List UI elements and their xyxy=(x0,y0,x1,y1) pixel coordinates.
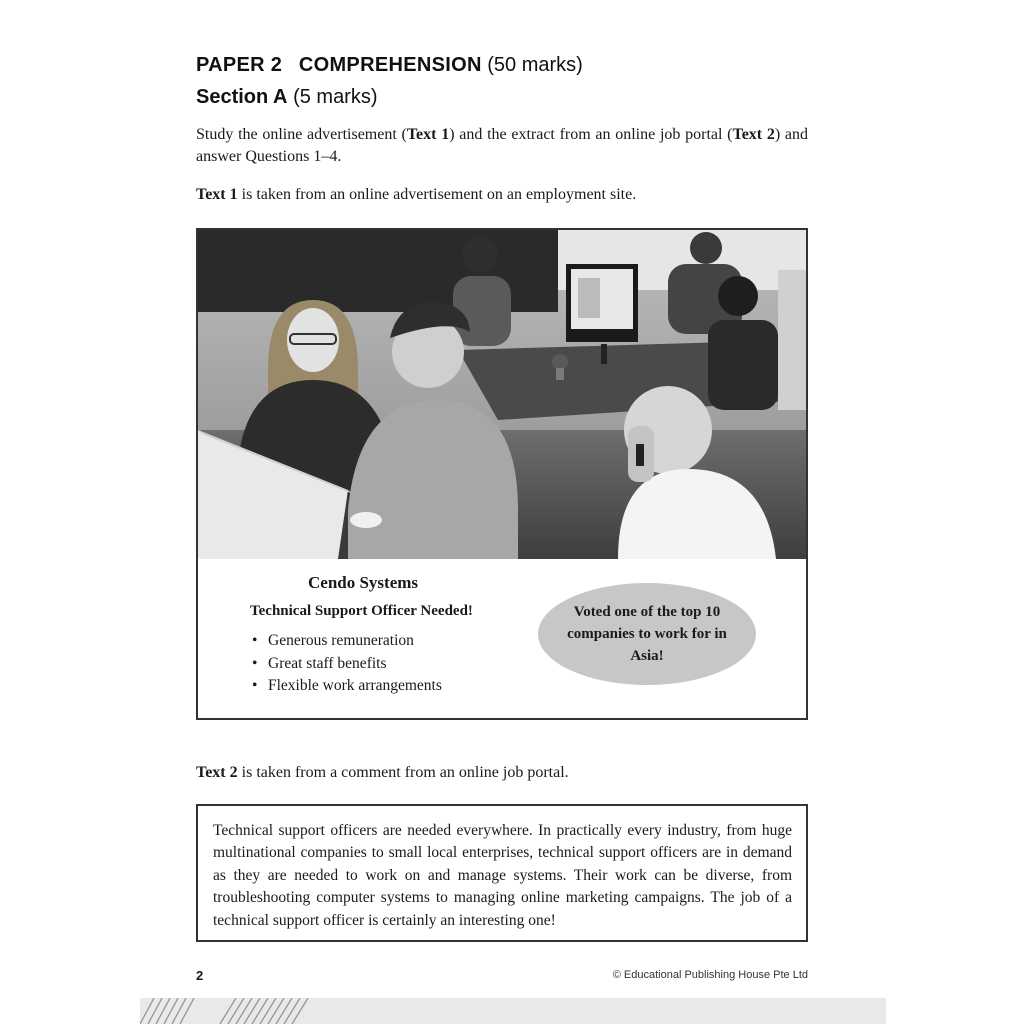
intro-text: ) and the extract from an online job portal ( xyxy=(449,126,733,143)
bullet-icon: • xyxy=(252,677,258,695)
office-photo-illustration xyxy=(198,230,806,559)
text1-caption-text: is taken from an online advertisement on an employment site. xyxy=(237,186,637,203)
paper-name: COMPREHENSION xyxy=(298,54,482,76)
list-item xyxy=(238,653,442,676)
benefits-list xyxy=(238,630,442,698)
text2-label: Text 2 xyxy=(196,764,238,781)
instructions-paragraph xyxy=(196,124,808,168)
voted-badge xyxy=(538,583,756,685)
intro-text: Study the online advertisement ( xyxy=(196,126,407,143)
diagonal-stripes-icon xyxy=(140,998,886,1024)
comment-box: Technical support officers are needed everywhere. In practically every industry, from huge multinational companies to small local enterprises, technical support officers are in demand as they are needed to work on and manage systems. Their work can be diverse, from troubleshooting computer systems to managing online marketing campaigns. The job of a technical support officer is certainly an interesting one! xyxy=(196,804,808,942)
text2-reference: Text 2 xyxy=(732,126,775,143)
copyright-notice: © Educational Publishing House Pte Ltd xyxy=(612,969,808,981)
paper-title xyxy=(196,54,583,77)
benefit-text: Great staff benefits xyxy=(268,654,387,672)
advertisement-box xyxy=(196,228,808,720)
text2-caption xyxy=(196,764,569,782)
list-item xyxy=(238,675,442,698)
office-photo xyxy=(198,230,806,559)
intro-text: ) and answer Questions 1–4. xyxy=(196,126,808,165)
section-marks: (5 marks) xyxy=(293,86,378,108)
text1-reference: Text 1 xyxy=(406,126,450,143)
decorative-footer-band xyxy=(140,998,886,1024)
bullet-icon: • xyxy=(252,632,258,650)
text1-label: Text 1 xyxy=(196,186,238,203)
workbook-page xyxy=(140,0,886,1024)
page-number: 2 xyxy=(196,968,204,983)
bullet-icon: • xyxy=(252,654,258,672)
text1-caption xyxy=(196,186,636,204)
section-title xyxy=(196,86,378,109)
paper-label: PAPER 2 xyxy=(196,54,283,76)
paper-marks: (50 marks) xyxy=(487,54,583,76)
company-name: Cendo Systems xyxy=(308,573,419,592)
text2-caption-text: is taken from a comment from an online job portal. xyxy=(237,764,569,781)
benefit-text: Generous remuneration xyxy=(268,632,414,650)
section-label: Section A xyxy=(196,86,288,108)
voted-badge-text: Voted one of the top 10 companies to work for in Asia! xyxy=(567,604,727,664)
benefit-text: Flexible work arrangements xyxy=(268,677,442,695)
job-title: Technical Support Officer Needed! xyxy=(250,603,473,619)
list-item xyxy=(238,630,442,653)
